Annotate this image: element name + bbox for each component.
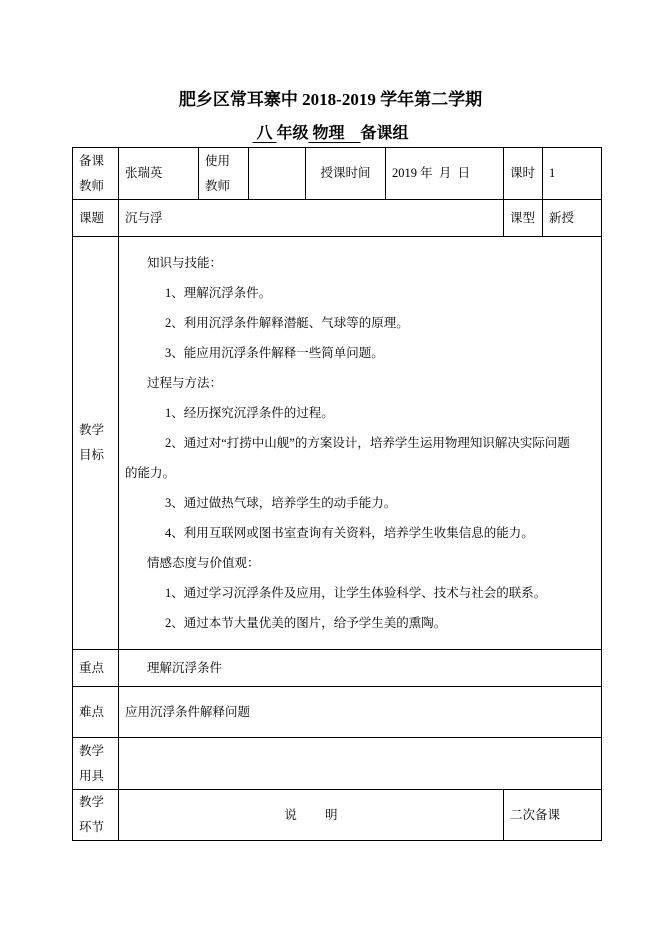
teaching-steps-label: 教学环节 bbox=[79, 795, 105, 834]
table-row bbox=[73, 148, 602, 200]
objective-line: 的能力。 bbox=[125, 466, 176, 480]
key-point-value: 理解沉浮条件 bbox=[147, 660, 223, 675]
subtitle-segment: 年级 bbox=[276, 125, 309, 142]
teach-time-label-cell: 授课时间 bbox=[306, 148, 386, 200]
objectives-label-cell bbox=[73, 237, 119, 650]
objective-line: 2、利用沉浮条件解释潜艇、气球等的原理。 bbox=[165, 316, 409, 330]
objective-line: 1、经历探究沉浮条件的过程。 bbox=[165, 406, 334, 420]
use-teacher-value-cell bbox=[249, 148, 306, 200]
table-row bbox=[73, 687, 602, 738]
period-value-cell: 1 bbox=[543, 148, 602, 200]
table-row bbox=[73, 200, 602, 237]
objective-line: 3、通过做热气球，培养学生的动手能力。 bbox=[165, 496, 397, 510]
objective-line: 情感态度与价值观： bbox=[147, 556, 260, 570]
objective-line: 知识与技能： bbox=[147, 256, 223, 270]
objective-line: 2、通过本节大量优美的图片，给予学生美的熏陶。 bbox=[165, 616, 447, 630]
prep-teacher-label-cell bbox=[73, 148, 119, 200]
topic-value-cell: 沉与浮 bbox=[119, 200, 504, 237]
objectives-label: 教学目标 bbox=[79, 423, 105, 462]
teaching-aids-label-cell bbox=[73, 738, 119, 790]
lesson-plan-table bbox=[72, 147, 602, 841]
objective-line: 1、通过学习沉浮条件及应用，让学生体验科学、技术与社会的联系。 bbox=[165, 586, 547, 600]
topic-label-cell: 课题 bbox=[73, 200, 119, 237]
prep-teacher-label: 备课教师 bbox=[79, 153, 105, 193]
period-label-cell: 课时 bbox=[504, 148, 543, 200]
use-teacher-label: 使用教师 bbox=[205, 153, 231, 193]
steps-explain-header-cell: 说 明 bbox=[119, 790, 504, 841]
objective-line: 3、能应用沉浮条件解释一些简单问题。 bbox=[165, 346, 384, 360]
lesson-type-value-cell: 新授 bbox=[543, 200, 602, 237]
difficult-point-value-cell: 应用沉浮条件解释问题 bbox=[119, 687, 602, 738]
objectives-content-cell bbox=[119, 237, 602, 650]
objective-line: 1、理解沉浮条件。 bbox=[165, 286, 272, 300]
prep-teacher-value-cell: 张瑞英 bbox=[119, 148, 199, 200]
objective-line: 过程与方法： bbox=[147, 376, 223, 390]
objective-line: 2、通过对“打捞中山舰”的方案设计，培养学生运用物理知识解决实际问题 bbox=[165, 436, 570, 450]
key-point-value-cell bbox=[119, 650, 602, 687]
document-title: 肥乡区常耳寨中 2018-2019 学年第二学期 bbox=[178, 90, 483, 109]
steps-second-prep-cell: 二次备课 bbox=[504, 790, 602, 841]
table-row bbox=[73, 650, 602, 687]
teaching-aids-label: 教学用具 bbox=[79, 743, 105, 783]
use-teacher-label-cell bbox=[199, 148, 249, 200]
objective-line: 4、利用互联网或图书室查询有关资料，培养学生收集信息的能力。 bbox=[165, 526, 534, 540]
subtitle-underlined-segment: 物理 bbox=[308, 125, 361, 142]
difficult-point-label-cell: 难点 bbox=[73, 687, 119, 738]
lesson-type-label-cell: 课型 bbox=[504, 200, 543, 237]
subtitle-underlined-segment: 八 bbox=[252, 125, 277, 142]
table-row bbox=[73, 790, 602, 841]
key-point-label-cell: 重点 bbox=[73, 650, 119, 687]
teach-time-value-cell: 2019 年 月 日 bbox=[386, 148, 504, 200]
teaching-steps-label-cell bbox=[73, 790, 119, 841]
table-row bbox=[73, 738, 602, 790]
subtitle-segment: 备课组 bbox=[360, 125, 409, 142]
document-subtitle bbox=[0, 120, 661, 143]
table-row bbox=[73, 237, 602, 650]
teaching-aids-value-cell bbox=[119, 738, 602, 790]
